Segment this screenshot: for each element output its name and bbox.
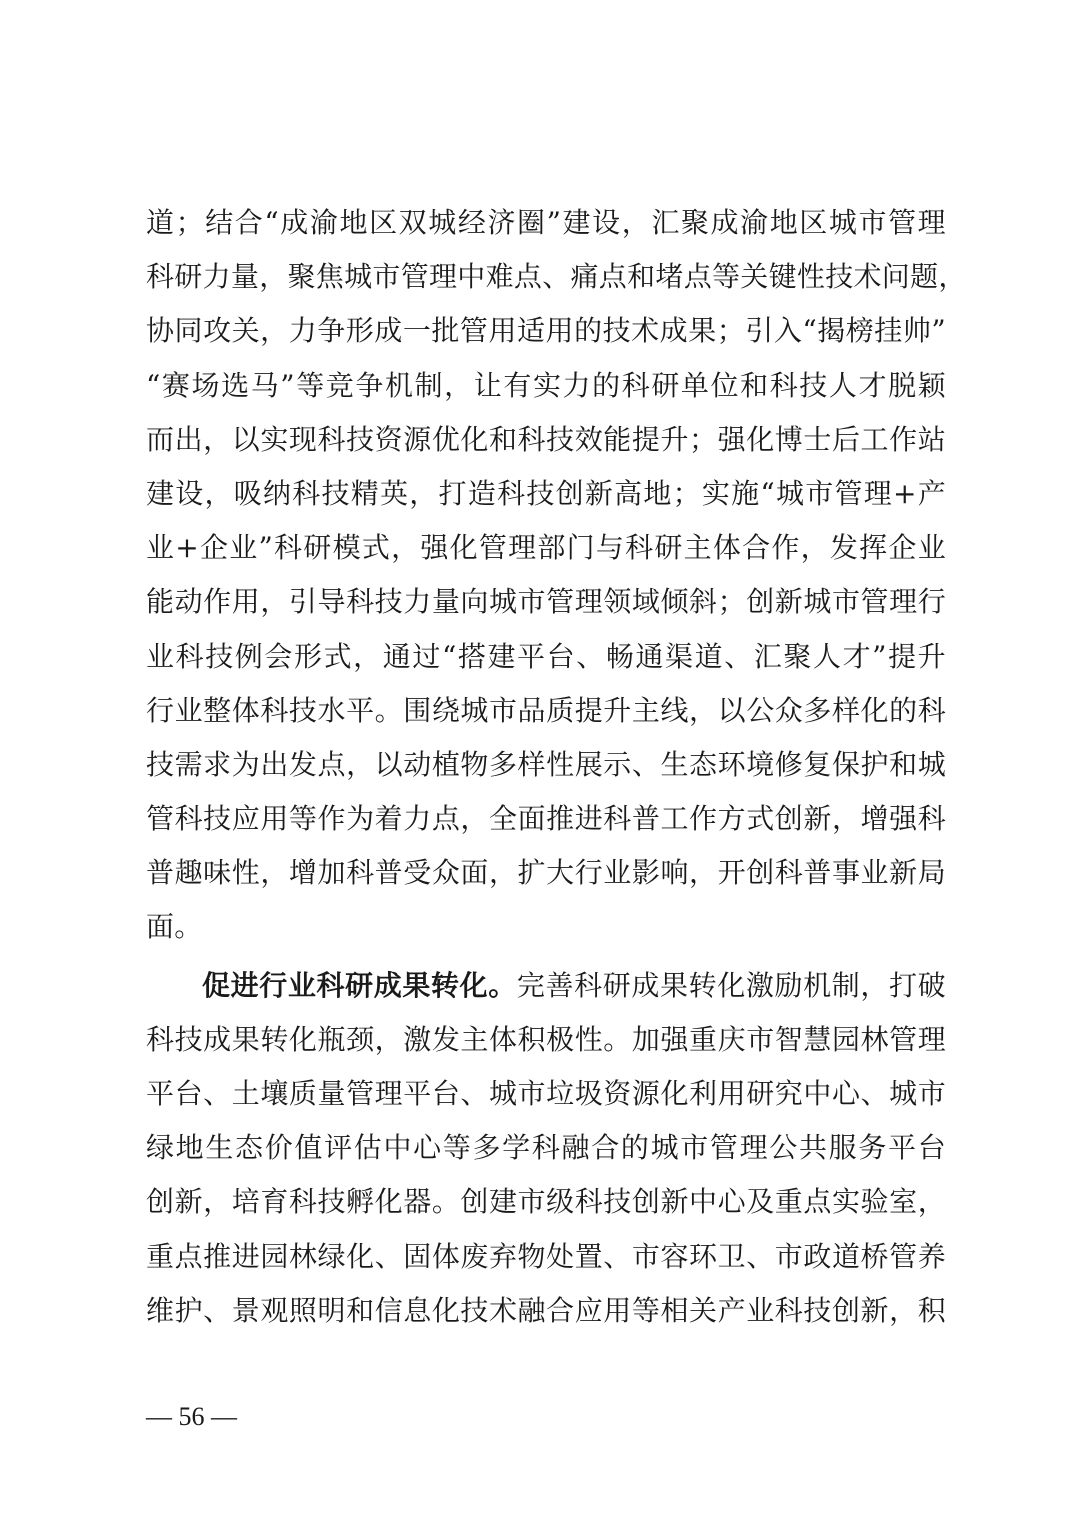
text-line: 建设，吸纳科技精英，打造科技创新高地；实施“城市管理+产 (146, 476, 946, 510)
text-line: 面。 (146, 910, 203, 944)
paragraph-first-line-text: 完善科研成果转化激励机制，打破 (516, 968, 946, 1002)
text-line: 技需求为出发点，以动植物多样性展示、生态环境修复保护和城 (146, 747, 946, 781)
text-line: 平台、土壤质量管理平台、城市垃圾资源化利用研究中心、城市 (146, 1077, 946, 1110)
text-line: 创新，培育科技孵化器。创建市级科技创新中心及重点实验室， (146, 1185, 946, 1219)
text-line: 维护、景观照明和信息化技术融合应用等相关产业科技创新，积 (146, 1293, 946, 1327)
text-line: 业科技例会形式，通过“搭建平台、畅通渠道、汇聚人才”提升 (146, 639, 946, 673)
text-line: 能动作用，引导科技力量向城市管理领域倾斜；创新城市管理行 (146, 585, 946, 619)
text-line: 业+企业”科研模式，强化管理部门与科研主体合作，发挥企业 (146, 531, 946, 565)
paragraph-first-line (146, 959, 946, 1013)
text-line: 科研力量，聚焦城市管理中难点、痛点和堵点等关键性技术问题， (146, 260, 967, 294)
text-line: “赛场选马”等竞争机制，让有实力的科研单位和科技人才脱颖 (146, 368, 946, 402)
text-line: 行业整体科技水平。围绕城市品质提升主线，以公众多样化的科 (146, 693, 946, 727)
paragraph-1 (146, 196, 967, 955)
paragraph-2 (146, 959, 946, 1338)
paragraph-heading: 促进行业科研成果转化。 (202, 968, 517, 1002)
text-line: 协同攻关，力争形成一批管用适用的技术成果；引入“揭榜挂帅” (146, 314, 946, 348)
page-number: — 56 — (146, 1402, 237, 1431)
text-line: 重点推进园林绿化、固体废弃物处置、市容环卫、市政道桥管养 (146, 1239, 946, 1273)
text-line: 科技成果转化瓶颈，激发主体积极性。加强重庆市智慧园林管理 (146, 1022, 946, 1056)
text-line: 绿地生态价值评估中心等多学科融合的城市管理公共服务平台 (146, 1131, 946, 1165)
body-text (146, 196, 967, 1338)
text-line: 而出，以实现科技资源优化和科技效能提升；强化博士后工作站 (146, 422, 946, 456)
text-line: 普趣味性，增加科普受众面，扩大行业影响，开创科普事业新局 (146, 856, 946, 890)
text-line: 管科技应用等作为着力点，全面推进科普工作方式创新，增强科 (146, 802, 946, 836)
text-line: 道；结合“成渝地区双城经济圈”建设，汇聚成渝地区城市管理 (146, 206, 946, 239)
